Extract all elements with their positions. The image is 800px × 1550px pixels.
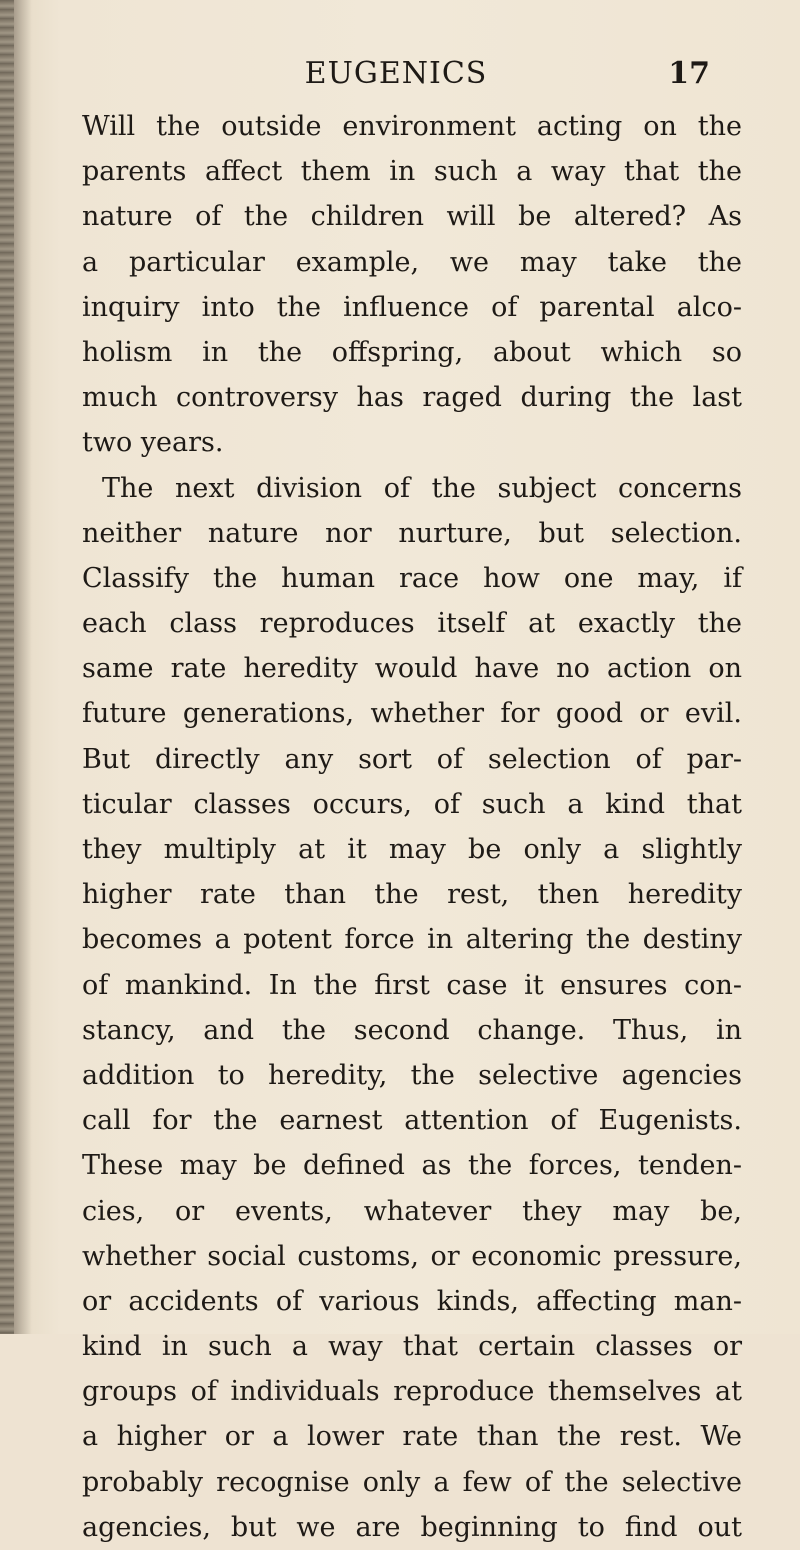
gutter-shadow [14, 0, 32, 1334]
text-line: higher rate than the rest, then heredity [82, 879, 742, 911]
text-line: whether social customs, or economic pressure, [82, 1240, 742, 1272]
text-line: inquiry into the influence of parental alco- [82, 291, 742, 323]
text-line: addition to heredity, the selective agencies [82, 1059, 742, 1091]
text-line: nature of the children will be altered? As [82, 201, 742, 233]
text-line: same rate heredity would have no action on [82, 653, 742, 685]
text-line: Classify the human race how one may, if [82, 562, 742, 594]
paragraph-end-line: two years. [82, 427, 224, 459]
text-line: neither nature nor nurture, but selection. [82, 517, 742, 549]
text-line: future generations, whether for good or evil. [82, 698, 742, 730]
text-line: each class reproduces itself at exactly the [82, 608, 742, 640]
text-line: stancy, and the second change. Thus, in [82, 1014, 742, 1046]
running-head [82, 52, 710, 96]
text-line: parents affect them in such a way that the [82, 156, 742, 188]
text-line: ticular classes occurs, of such a kind that [82, 788, 742, 820]
text-line: These may be defined as the forces, tenden- [82, 1150, 742, 1182]
text-line: they multiply at it may be only a slightly [82, 834, 742, 865]
page-number: 17 [668, 56, 710, 91]
text-line: much controversy has raged during the last [82, 382, 742, 414]
text-line: becomes a potent force in altering the destiny [82, 924, 742, 956]
running-head-title: EUGENICS [304, 56, 488, 91]
text-line: probably recognise only a few of the selective [82, 1466, 742, 1498]
page-gutter [0, 0, 14, 1334]
text-line: of mankind. In the first case it ensures con- [82, 969, 742, 1001]
paragraph-start-line: The next division of the subject concerns [102, 472, 742, 504]
text-line: a particular example, we may take the [82, 246, 742, 278]
text-line: cies, or events, whatever they may be, [82, 1195, 742, 1227]
text-line: agencies, but we are beginning to find out [82, 1511, 742, 1543]
text-line: call for the earnest attention of Eugenists. [82, 1105, 742, 1137]
body-text [82, 104, 742, 1550]
text-line: holism in the offspring, about which so [82, 336, 742, 368]
text-line: kind in such a way that certain classes or [82, 1331, 742, 1363]
text-line: Will the outside environment acting on the [82, 111, 742, 142]
text-line: But directly any sort of selection of par- [82, 743, 742, 775]
text-line: or accidents of various kinds, affecting man- [82, 1285, 742, 1317]
text-line: groups of individuals reproduce themselves at [82, 1376, 742, 1408]
text-line: a higher or a lower rate than the rest. We [82, 1421, 742, 1453]
